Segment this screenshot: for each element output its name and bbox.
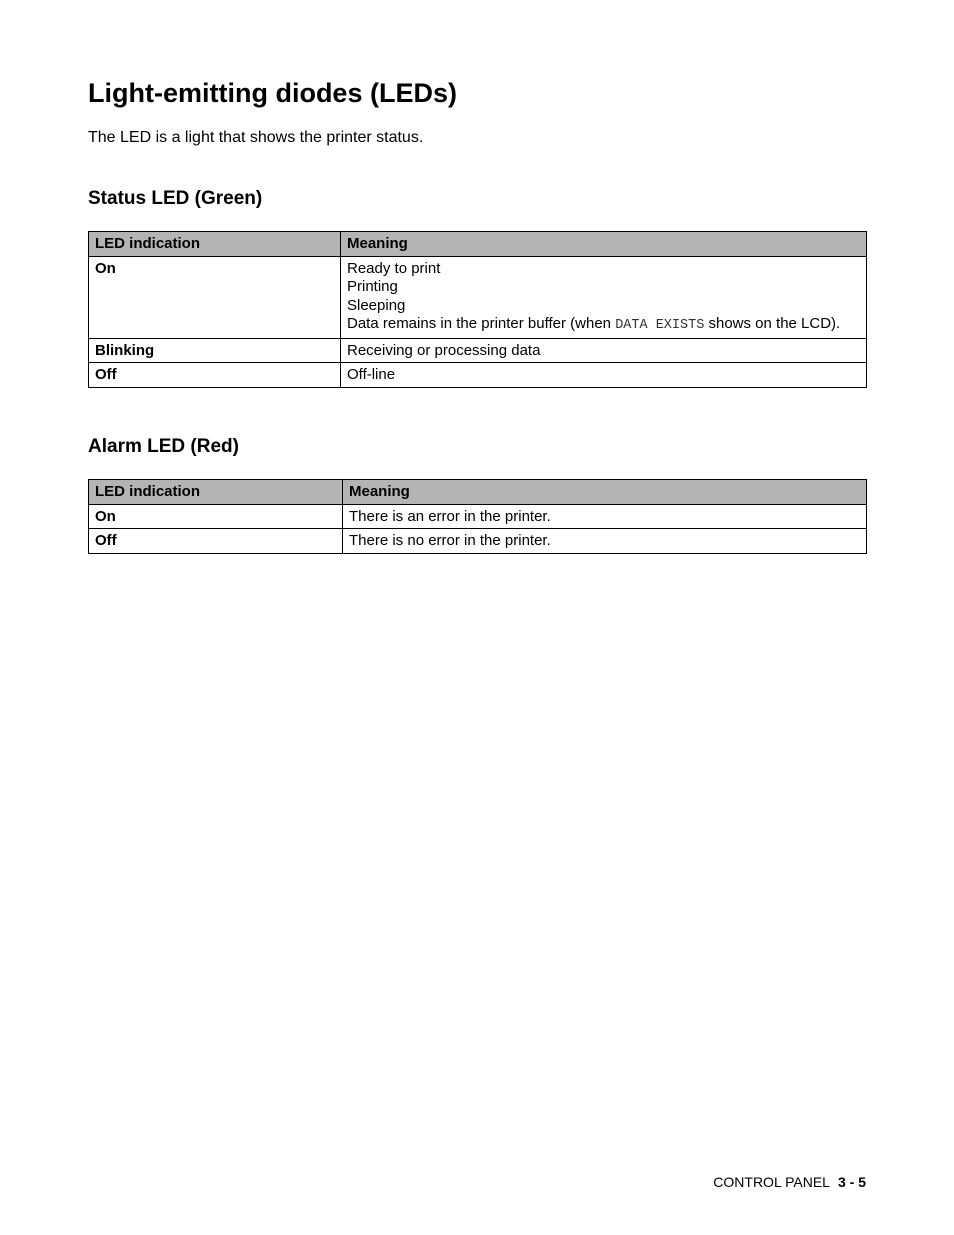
footer-section-name: CONTROL PANEL: [713, 1174, 830, 1190]
alarm-led-table: [88, 479, 867, 554]
meaning-cell: There is an error in the printer.: [343, 504, 867, 529]
meaning-cell: Off-line: [341, 363, 867, 388]
table-row: [89, 256, 867, 338]
meaning-line: Ready to print: [347, 259, 441, 277]
indication-cell: On: [89, 504, 343, 529]
table-header-row: [89, 480, 867, 505]
indication-cell: On: [89, 256, 341, 338]
lcd-message-code: DATA EXISTS: [615, 318, 705, 333]
meaning-cell: Receiving or processing data: [341, 338, 867, 363]
indication-cell: Blinking: [89, 338, 341, 363]
status-led-table: [88, 231, 867, 388]
meaning-text: Data remains in the printer buffer (when: [347, 315, 616, 332]
table-header-row: [89, 232, 867, 257]
table-row: [89, 363, 867, 388]
meaning-cell: There is no error in the printer.: [343, 529, 867, 554]
table-row: [89, 338, 867, 363]
indication-cell: Off: [89, 363, 341, 388]
status-led-heading: Status LED (Green): [88, 188, 263, 209]
meaning-line: Printing: [347, 278, 398, 295]
meaning-text: shows on the LCD).: [704, 315, 841, 332]
meaning-line: Sleeping: [347, 296, 406, 314]
header-led-indication: LED indication: [89, 232, 341, 257]
table-row: [89, 529, 867, 554]
intro-text: The LED is a light that shows the printer status.: [88, 129, 424, 146]
meaning-cell: [341, 256, 867, 338]
indication-cell: Off: [89, 529, 343, 554]
alarm-led-heading: Alarm LED (Red): [88, 436, 239, 457]
header-meaning: Meaning: [341, 232, 867, 257]
page-title: Light-emitting diodes (LEDs): [88, 78, 457, 108]
header-led-indication: LED indication: [89, 480, 343, 505]
page-number: 3 - 5: [837, 1174, 866, 1190]
table-row: [89, 504, 867, 529]
page-footer: [713, 1174, 866, 1191]
meaning-line: [347, 315, 860, 336]
header-meaning: Meaning: [343, 480, 867, 505]
